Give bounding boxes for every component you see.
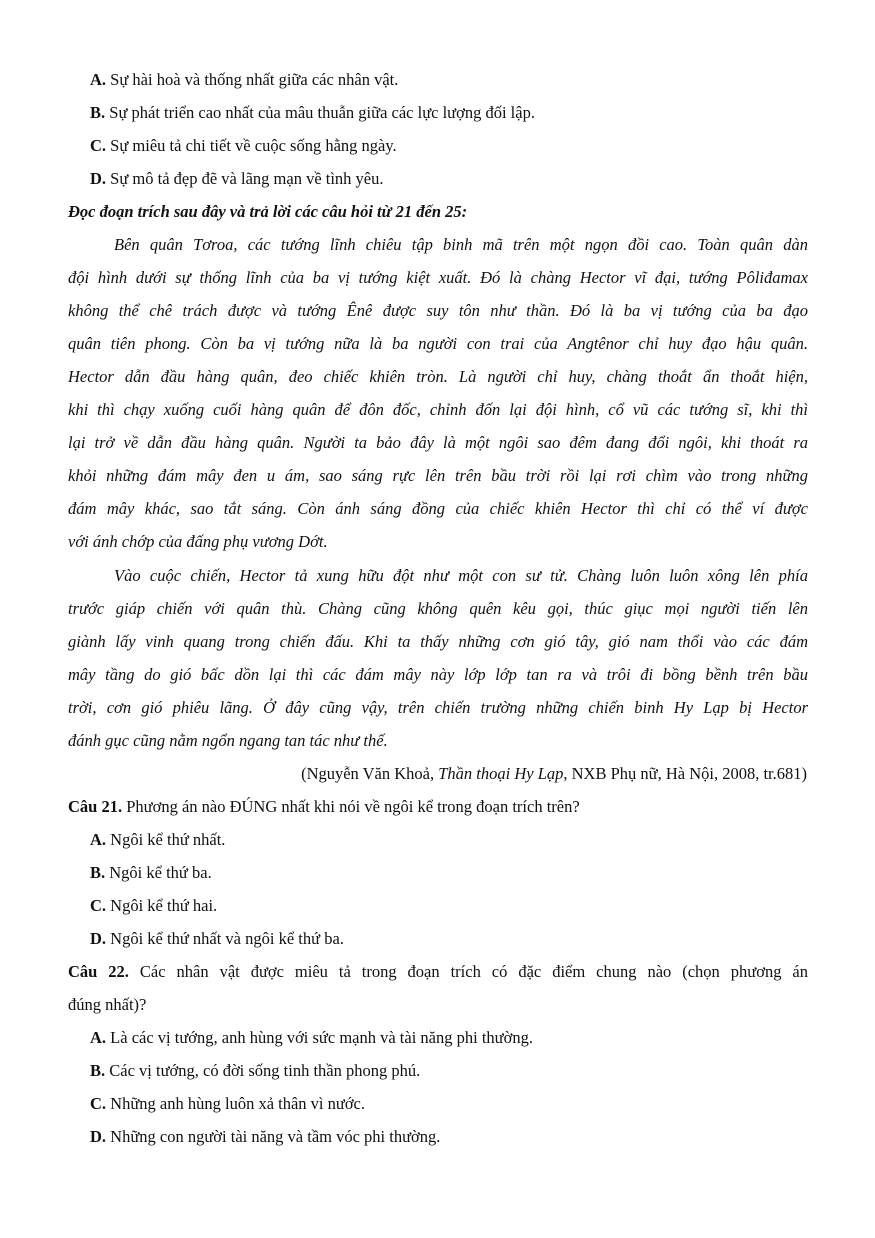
passage-line: đám mây khác, sao tắt sáng. Còn ánh sáng đồng của chiếc khiên Hector thì chỉ có thể ví được (68, 499, 808, 518)
passage-line: quân tiên phong. Còn ba vị tướng nữa là ba người con trai của Angtênor chỉ huy đạo hậu quân. (68, 334, 808, 353)
reading-instruction: Đọc đoạn trích sau đây và trả lời các câu hỏi từ 21 đến 25: (68, 202, 468, 221)
q22-option-b: B. Các vị tướng, có đời sống tinh thần phong phú. (90, 1061, 421, 1080)
passage-line: mây tầng do gió bấc dồn lại thì các đám mây này lớp lớp tan ra và trôi đi bồng bềnh trên bầu (68, 665, 808, 684)
passage-line: với ánh chớp của đấng phụ vương Dớt. (68, 532, 328, 551)
passage-line: Bên quân Tơroa, các tướng lĩnh chiêu tập binh mã trên một ngọn đồi cao. Toàn quân dàn (114, 235, 808, 254)
passage-line: đội hình dưới sự thống lĩnh của ba vị tướng kiệt xuất. Đó là chàng Hector vĩ đại, tướng Pôliđamax (68, 268, 808, 287)
passage-line: Hector dẫn đầu hàng quân, đeo chiếc khiên tròn. Là người chỉ huy, chàng thoắt ẩn thoắt hiện, (68, 367, 808, 386)
q21-option-b: B. Ngôi kể thứ ba. (90, 863, 212, 882)
question-22: Câu 22. Các nhân vật được miêu tả trong đoạn trích có đặc điểm chung nào (chọn phương án (68, 962, 808, 981)
passage-line: lại trở về dẫn đầu hàng quân. Người ta bảo đây là một ngôi sao đêm đang đổi ngôi, khi thoát ra (68, 433, 808, 452)
prev-option-d: D. Sự mô tả đẹp đẽ và lãng mạn về tình yêu. (90, 169, 384, 188)
question-21: Câu 21. Phương án nào ĐÚNG nhất khi nói về ngôi kể trong đoạn trích trên? (68, 797, 580, 816)
passage-line: giành lấy vinh quang trong chiến đấu. Khi ta thấy những cơn gió tây, gió nam thổi vào các đám (68, 632, 808, 651)
passage-source: (Nguyễn Văn Khoả, Thần thoại Hy Lạp, NXB Phụ nữ, Hà Nội, 2008, tr.681) (301, 764, 807, 783)
prev-option-b: B. Sự phát triển cao nhất của mâu thuẫn giữa các lực lượng đối lập. (90, 103, 535, 122)
passage-line: khi thì chạy xuống cuối hàng quân để đôn đốc, chỉnh đốn lại đội hình, cổ vũ các tướng sĩ, khi thì (68, 400, 808, 419)
question-22-cont: đúng nhất)? (68, 995, 147, 1014)
q22-option-c: C. Những anh hùng luôn xả thân vì nước. (90, 1094, 365, 1113)
passage-line: trước giáp chiến với quân thù. Chàng cũng không quên kêu gọi, thúc giục mọi người tiến lên (68, 599, 808, 618)
prev-option-a: A. Sự hài hoà và thống nhất giữa các nhân vật. (90, 70, 399, 89)
passage-line: khỏi những đám mây đen u ám, sao sáng rực lên trên bầu trời rồi lại rơi chìm vào trong những (68, 466, 808, 485)
passage-line: Vào cuộc chiến, Hector tả xung hữu đột như một con sư tử. Chàng luôn luôn xông lên phía (114, 566, 808, 585)
q22-option-d: D. Những con người tài năng và tầm vóc phi thường. (90, 1127, 441, 1146)
q22-option-a: A. Là các vị tướng, anh hùng với sức mạnh và tài năng phi thường. (90, 1028, 533, 1047)
q21-option-c: C. Ngôi kể thứ hai. (90, 896, 218, 915)
prev-option-c: C. Sự miêu tả chi tiết về cuộc sống hằng ngày. (90, 136, 397, 155)
passage-line: trời, cơn gió phiêu lãng. Ở đây cũng vậy, trên chiến trường những chiến binh Hy Lạp bị Hector (68, 698, 808, 717)
q21-option-d: D. Ngôi kể thứ nhất và ngôi kể thứ ba. (90, 929, 344, 948)
passage-line: đánh gục cũng nằm ngổn ngang tan tác như thế. (68, 731, 388, 750)
q21-option-a: A. Ngôi kể thứ nhất. (90, 830, 226, 849)
passage-line: không thể chê trách được và tướng Ênê được suy tôn như thần. Đó là ba vị tướng của ba đạo (68, 301, 808, 320)
